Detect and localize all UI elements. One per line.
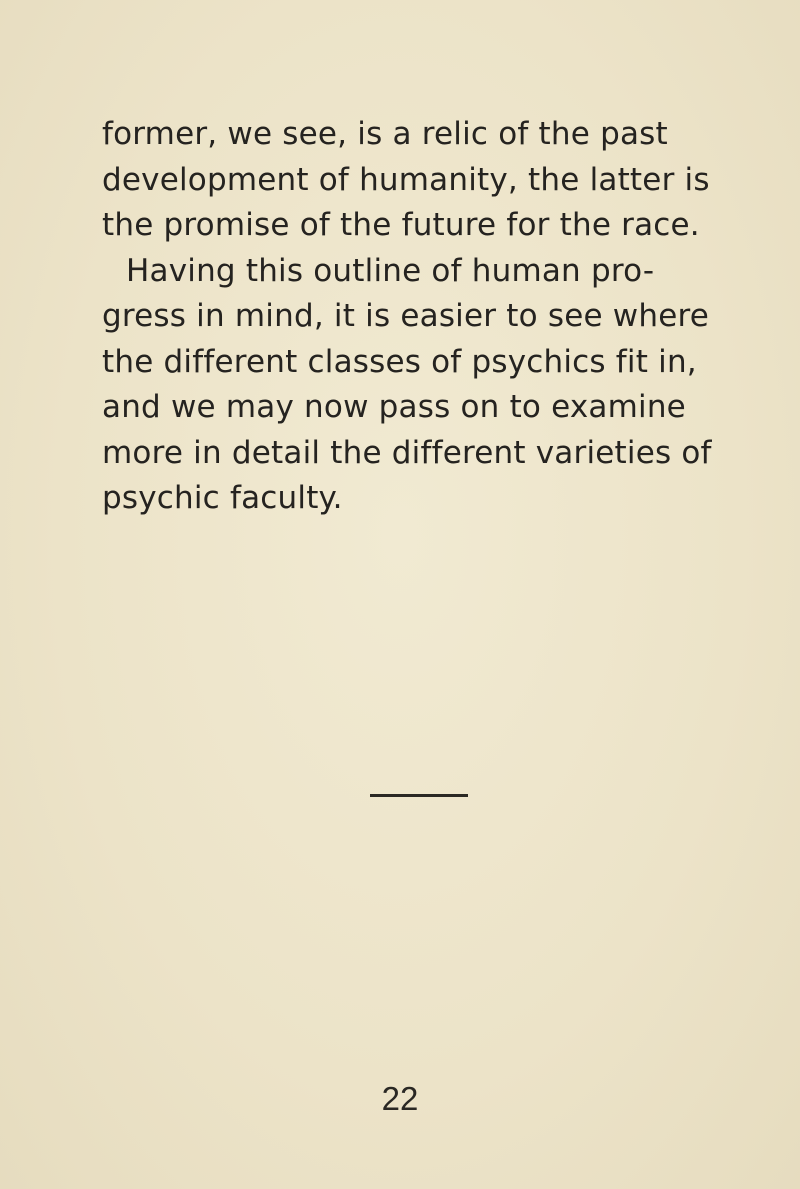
text-line-8: more in detail the different varieties of bbox=[102, 434, 712, 471]
text-line-1: former, we see, is a relic of the past bbox=[102, 116, 668, 152]
text-line-3: the promise of the future for the race. bbox=[102, 207, 700, 243]
text-line-7: and we may now pass on to examine bbox=[102, 389, 686, 425]
text-line-2: development of humanity, the latter is bbox=[102, 161, 710, 198]
text-line-6: the different classes of psychics fit in, bbox=[102, 343, 697, 380]
section-divider bbox=[370, 794, 468, 797]
page-number: 22 bbox=[381, 1080, 419, 1117]
body-text bbox=[102, 112, 742, 522]
text-line-5: gress in mind, it is easier to see where bbox=[102, 298, 710, 334]
text-line-4: Having this outline of human pro- bbox=[126, 252, 655, 289]
text-line-9: psychic faculty. bbox=[102, 480, 343, 516]
